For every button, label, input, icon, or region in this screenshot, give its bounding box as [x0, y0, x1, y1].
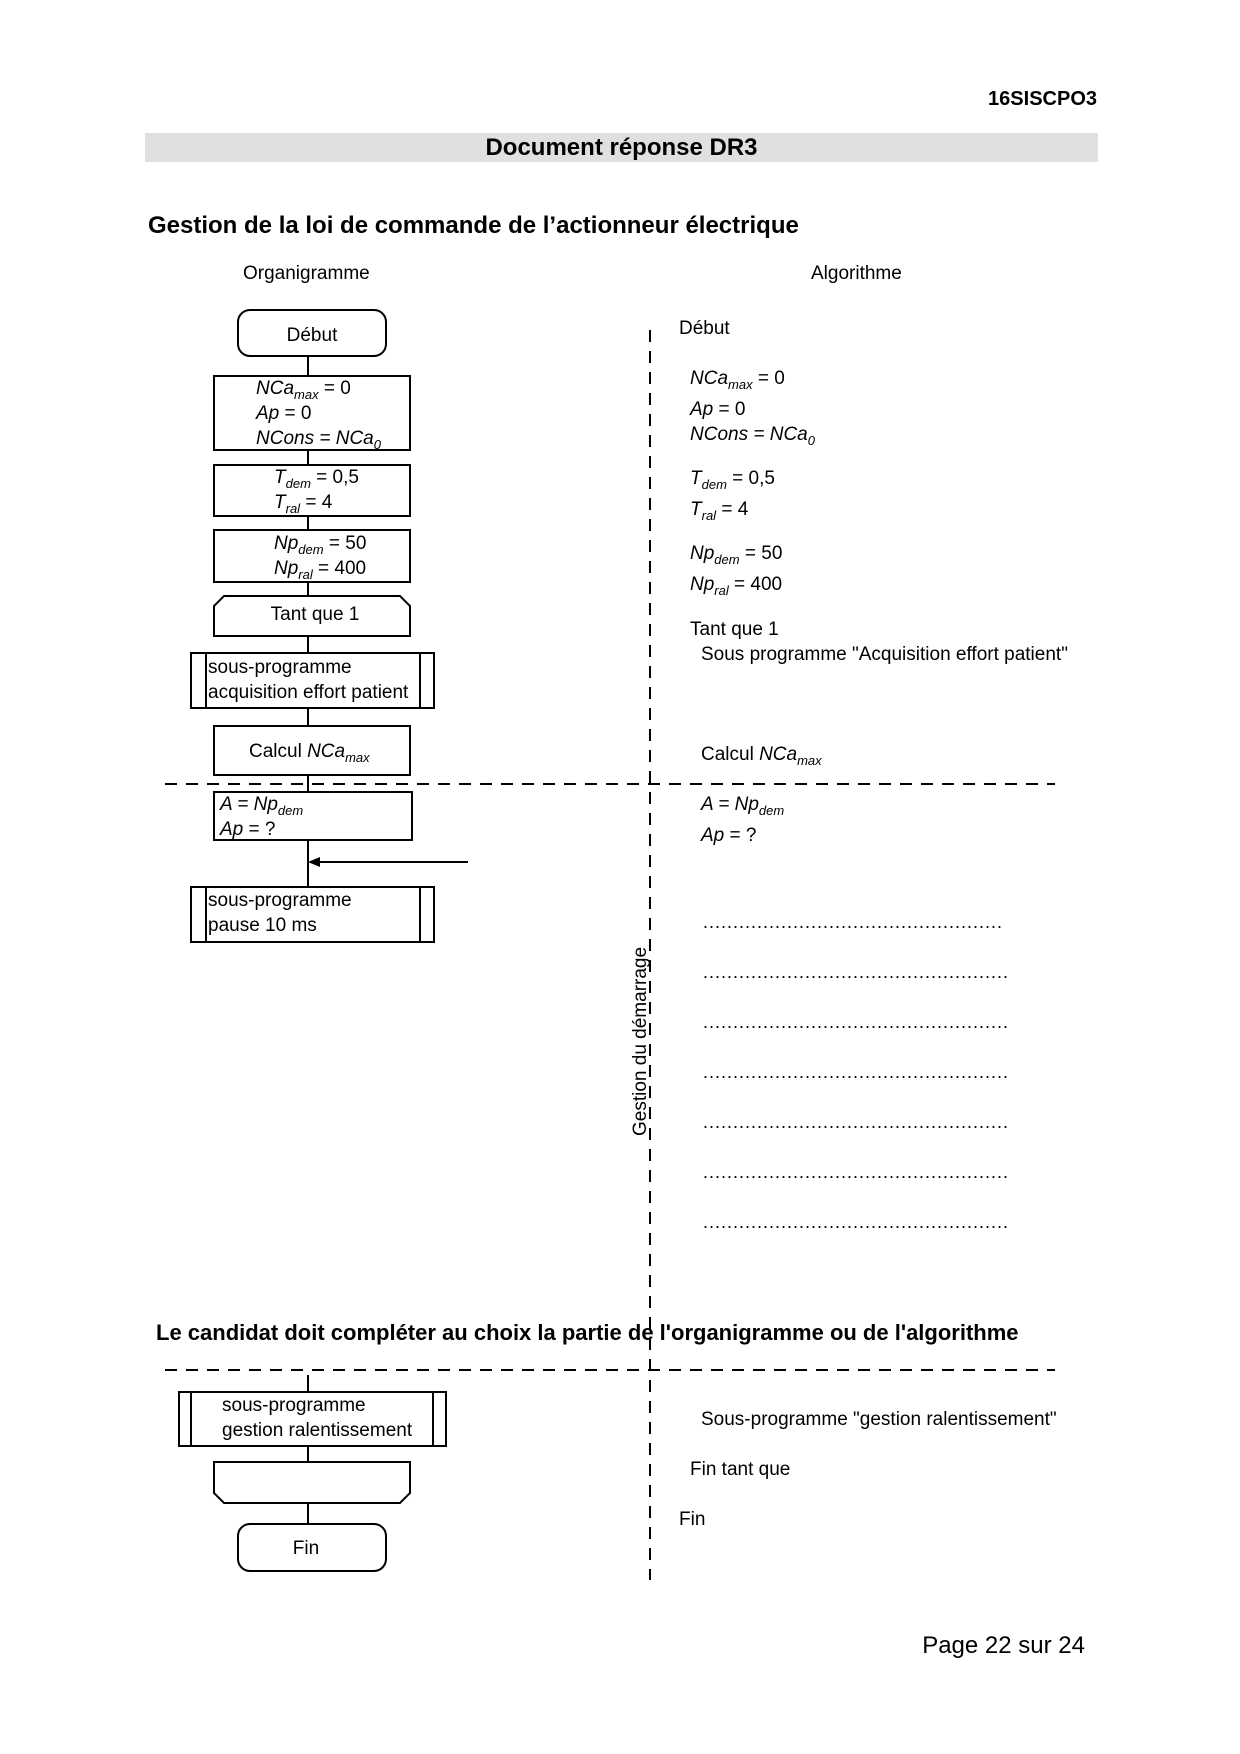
svg-text:Calcul NCamax: Calcul NCa$_{max}$ — [249, 741, 370, 765]
svg-text:Npral = 400: $Np_{ral} = 400$ — [274, 558, 367, 582]
algo-init-1: NCa$_{max}$ = 0 Ap = 0 NCons = NCa$_0$ — [690, 368, 815, 448]
answer-line-5[interactable]: ................................................... — [703, 1112, 1010, 1132]
algorithme-heading: Algorithme — [811, 263, 902, 284]
loop-label: Tant que 1 — [270, 604, 360, 625]
svg-text:Ap = ?: Ap = ? — [220, 819, 276, 840]
svg-text:A = Npdem: $A = Np_{dem}$ — [220, 794, 304, 818]
document-code: 16SISCPO3 — [988, 88, 1097, 110]
side-label-gestion-demarrage: Gestion du démarrage — [630, 946, 651, 1136]
algo-calcul: Calcul NCa$_{max}$ — [701, 744, 822, 768]
svg-text:Ap = 0: Ap = 0 — [256, 403, 312, 424]
svg-text:sous-programme: sous-programme — [222, 1395, 366, 1416]
document-title: Document réponse DR3 — [485, 134, 758, 161]
answer-line-4[interactable]: ................................................... — [703, 1062, 1010, 1082]
section-title: Gestion de la loi de commande de l’actionneur électrique — [148, 212, 799, 239]
organigramme-heading: Organigramme — [243, 263, 370, 284]
arrow-head-icon — [308, 857, 320, 867]
algo-assign: $A = Np_{dem}$ Ap = ? — [701, 794, 785, 846]
svg-text:Tdem = 0,5: $T_{dem} = 0,5$ — [274, 467, 359, 491]
algo-fin: Fin — [679, 1509, 706, 1530]
debut-label: Début — [286, 325, 338, 346]
algo-loop: Tant que 1 — [690, 619, 779, 640]
svg-text:pause 10 ms: pause 10 ms — [208, 915, 317, 936]
algo-fin-tant-que: Fin tant que — [690, 1459, 791, 1480]
algo-sp-ralentissement: Sous-programme "gestion ralentissement" — [701, 1409, 1057, 1430]
answer-line-6[interactable]: ................................................... — [703, 1162, 1010, 1182]
svg-text:NCamax = 0: NCa$_{max}$ = 0 — [256, 378, 351, 402]
answer-line-3[interactable]: ................................................... — [703, 1012, 1010, 1032]
instruction-text: Le candidat doit compléter au choix la partie de l'organigramme ou de l'algorithme — [156, 1320, 1019, 1345]
svg-text:sous-programme: sous-programme — [208, 657, 352, 678]
algo-sp-acquisition: Sous programme "Acquisition effort patient" — [701, 644, 1068, 665]
algo-init-3: $Np_{dem} = 50$ $Np_{ral} = 400$ — [690, 543, 783, 598]
svg-text:gestion ralentissement: gestion ralentissement — [222, 1420, 413, 1441]
algo-init-2: $T_{dem} = 0,5$ $T_{ral} = 4$ — [690, 468, 775, 523]
answer-line-7[interactable]: ................................................... — [703, 1212, 1010, 1232]
answer-line-1[interactable]: .................................................. — [703, 912, 1004, 932]
answer-line-2[interactable]: ................................................... — [703, 962, 1010, 982]
loop-end-shape — [214, 1462, 410, 1503]
algo-debut: Début — [679, 318, 730, 339]
page-number: Page 22 sur 24 — [922, 1632, 1085, 1659]
svg-text:sous-programme: sous-programme — [208, 890, 352, 911]
svg-text:acquisition effort patient: acquisition effort patient — [208, 682, 409, 703]
svg-text:Tral = 4: $T_{ral} = 4$ — [274, 492, 333, 516]
svg-text:NCons = NCa0: NCons = NCa$_0$ — [256, 428, 381, 452]
fin-label: Fin — [292, 1538, 320, 1559]
svg-text:Npdem = 50: $Np_{dem} = 50$ — [274, 533, 367, 557]
